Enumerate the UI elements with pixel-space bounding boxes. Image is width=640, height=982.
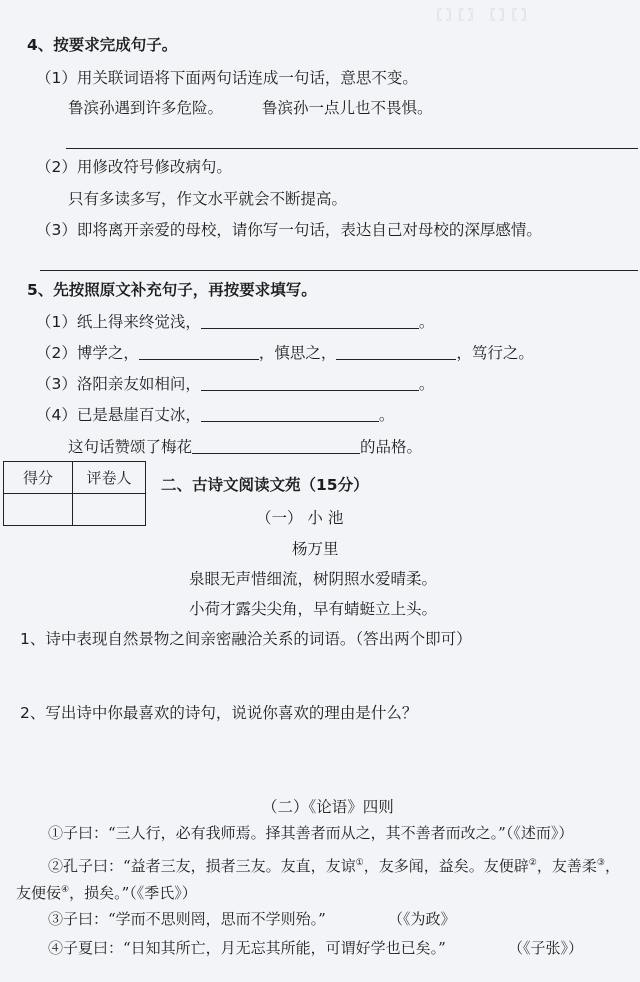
lunyu-entry3: ③子曰：“学而不思则罔，思而不学则殆。” xyxy=(48,910,326,928)
q4-part2-instruction: （2）用修改符号修改病句。 xyxy=(36,158,232,176)
lunyu-entry2-b: ，友多闻，益矣。友便辟 xyxy=(363,857,529,875)
q4-title: 4、按要求完成句子。 xyxy=(27,36,178,54)
q4-part3-answer-line[interactable] xyxy=(40,270,638,271)
bleed-through-text: 〖 〗〖 〗 〖 〗〖 〗 xyxy=(430,8,534,22)
q5-item3 xyxy=(36,373,434,395)
lunyu-entry2-c-end: ， xyxy=(604,857,620,875)
q5-item4-suffix: 。 xyxy=(378,406,395,424)
poem-heading: （一） 小 池 xyxy=(256,509,344,527)
lunyu-entry3-source: （《为政》 xyxy=(388,910,456,928)
q4-part1-sentence2: 鲁滨孙一点儿也不畏惧。 xyxy=(262,99,433,117)
score-cell[interactable] xyxy=(4,494,73,526)
q5-title: 5、先按照原文补充句子，再按要求填写。 xyxy=(27,281,317,299)
q5-item5-suffix: 的品格。 xyxy=(360,438,423,456)
q5-item3-blank[interactable] xyxy=(201,374,419,391)
q4-part1-answer-line[interactable] xyxy=(66,148,638,149)
q5-item2 xyxy=(36,342,534,364)
poem-question1: 1、诗中表现自然景物之间亲密融洽关系的词语。（答出两个即可） xyxy=(20,630,472,648)
q4-part2-sentence: 只有多读多写，作文水平就会不断提高。 xyxy=(68,190,348,208)
q5-item1 xyxy=(36,311,434,333)
footnote-marker-3: ③ xyxy=(596,858,605,868)
q5-item5-blank[interactable] xyxy=(192,437,360,454)
q5-item2-prefix: （2）博学之， xyxy=(36,344,139,362)
grader-header: 评卷人 xyxy=(73,462,146,494)
poem-question2: 2、写出诗中你最喜欢的诗句，说说你喜欢的理由是什么？ xyxy=(20,704,418,722)
footnote-marker-2: ② xyxy=(528,858,537,868)
lunyu-entry4: ④子夏曰：“日知其所亡，月无忘其所能，可谓好学也已矣。” xyxy=(48,939,446,957)
q5-item2-mid1: ，慎思之， xyxy=(258,344,337,362)
footnote-marker-4: ④ xyxy=(61,885,70,895)
q5-item3-prefix: （3）洛阳亲友如相问， xyxy=(36,375,201,393)
lunyu-entry2-a: ②孔子曰：“益者三友，损者三友。友直，友谅 xyxy=(48,857,356,875)
lunyu-entry2-e: ，损矣。”（《季氏》） xyxy=(69,884,197,902)
q5-item2-blank1[interactable] xyxy=(139,343,259,360)
score-header: 得分 xyxy=(4,462,73,494)
q5-item2-mid2: ，笃行之。 xyxy=(456,344,534,362)
q4-part3-instruction: （3）即将离开亲爱的母校，请你写一句话，表达自己对母校的深厚感情。 xyxy=(36,221,542,239)
section2-title: 二、古诗文阅读文苑（15分） xyxy=(161,476,369,494)
lunyu-entry2-c: ，友善柔 xyxy=(536,857,597,875)
poem-line1: 泉眼无声惜细流，树阴照水爱晴柔。 xyxy=(189,570,438,588)
q5-item5 xyxy=(68,436,422,458)
q5-item4-prefix: （4）已是悬崖百丈冰， xyxy=(36,406,201,424)
q4-part1-instruction: （1）用关联词语将下面两句话连成一句话，意思不变。 xyxy=(36,69,418,87)
q5-item1-blank[interactable] xyxy=(201,312,419,329)
lunyu-entry2-d: 友便佞 xyxy=(16,884,62,902)
q5-item5-prefix: 这句话赞颂了梅花 xyxy=(68,438,193,456)
lunyu-entry2-line2 xyxy=(16,879,197,904)
poem-author: 杨万里 xyxy=(292,540,339,558)
score-table xyxy=(3,461,146,526)
grader-cell[interactable] xyxy=(73,494,146,526)
q5-item1-prefix: （1）纸上得来终觉浅， xyxy=(36,313,201,331)
q5-item3-suffix: 。 xyxy=(418,375,435,393)
q5-item2-blank2[interactable] xyxy=(336,343,456,360)
lunyu-heading: （二）《论语》四则 xyxy=(262,798,394,816)
q5-item4-blank[interactable] xyxy=(201,405,379,422)
footnote-marker-1: ① xyxy=(355,858,364,868)
lunyu-entry4-source: （《子张》） xyxy=(508,939,584,957)
poem-line2: 小荷才露尖尖角，早有蜻蜓立上头。 xyxy=(189,600,438,618)
q5-item4 xyxy=(36,404,394,426)
q4-part1-sentence1: 鲁滨孙遇到许多危险。 xyxy=(68,99,224,117)
lunyu-entry1: ①子曰：“三人行，必有我师焉。择其善者而从之，其不善者而改之。”（《述而》） xyxy=(48,824,574,842)
lunyu-entry2-line1 xyxy=(48,852,620,877)
q5-item1-suffix: 。 xyxy=(418,313,435,331)
